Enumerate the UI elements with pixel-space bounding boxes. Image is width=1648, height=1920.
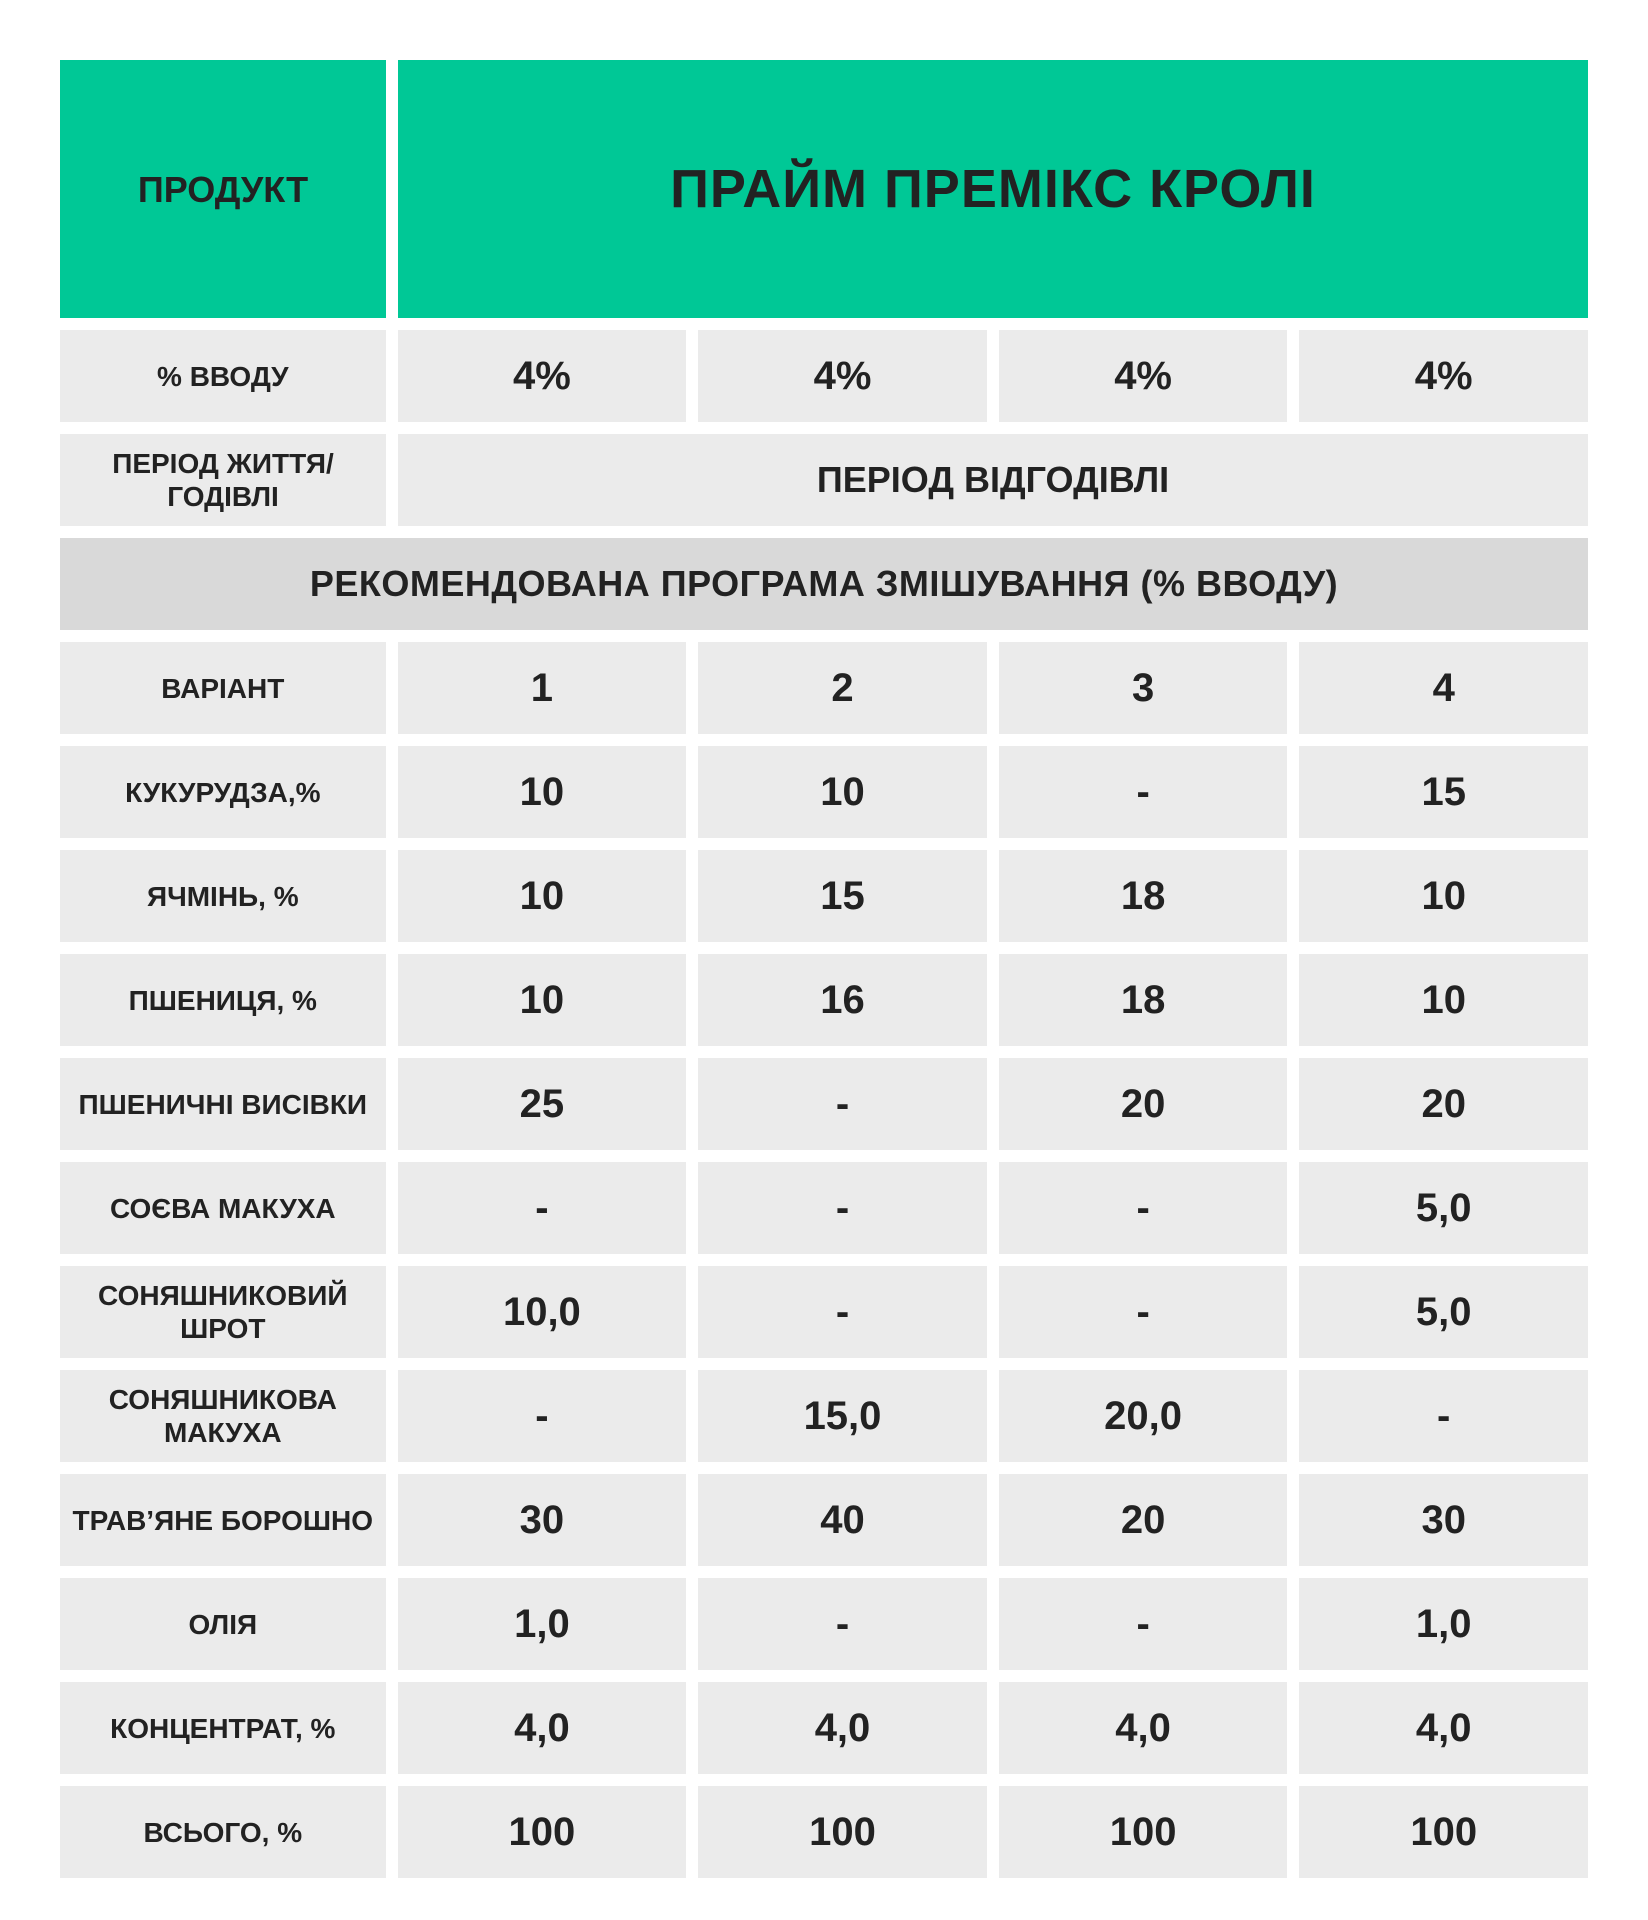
table-row [60,1266,1588,1358]
ingredient-value: 1,0 [1299,1578,1588,1670]
ingredient-value: 20 [1299,1058,1588,1150]
ingredient-value: - [698,1266,987,1358]
ingredient-value: 4,0 [698,1682,987,1774]
ingredient-label: СОЄВА МАКУХА [60,1162,386,1254]
ingredient-label: СОНЯШНИКОВА МАКУХА [60,1370,386,1462]
period-row [60,434,1588,526]
ingredient-label: ПШЕНИЧНІ ВИСІВКИ [60,1058,386,1150]
ingredient-value: 15 [1299,746,1588,838]
ingredient-value: 30 [398,1474,687,1566]
ingredient-label: ТРАВ’ЯНЕ БОРОШНО [60,1474,386,1566]
ingredient-value: 100 [398,1786,687,1878]
dose-value: 4% [398,330,687,422]
section-title: РЕКОМЕНДОВАНА ПРОГРАМА ЗМІШУВАННЯ (% ВВОДУ) [60,538,1588,630]
ingredient-value: 10 [398,850,687,942]
ingredient-value: - [698,1578,987,1670]
ingredient-value: - [398,1162,687,1254]
ingredient-value: 25 [398,1058,687,1150]
variant-number: 1 [398,642,687,734]
dose-row [60,330,1588,422]
ingredient-value: 100 [698,1786,987,1878]
ingredient-value: 10,0 [398,1266,687,1358]
ingredient-value: 20 [999,1474,1288,1566]
table-row [60,1682,1588,1774]
table-row [60,1162,1588,1254]
dose-label: % ВВОДУ [60,330,386,422]
variant-label: ВАРІАНТ [60,642,386,734]
ingredient-value: 10 [1299,954,1588,1046]
dose-value: 4% [698,330,987,422]
variant-number: 4 [1299,642,1588,734]
ingredient-value: - [999,1266,1288,1358]
ingredient-value: - [1299,1370,1588,1462]
table-row [60,1370,1588,1462]
ingredient-value: 40 [698,1474,987,1566]
ingredient-label: ОЛІЯ [60,1578,386,1670]
ingredient-value: 15,0 [698,1370,987,1462]
ingredient-value: 20,0 [999,1370,1288,1462]
table-row [60,850,1588,942]
table-row [60,1058,1588,1150]
ingredient-label: КОНЦЕНТРАТ, % [60,1682,386,1774]
table-row [60,1474,1588,1566]
ingredient-label: ВСЬОГО, % [60,1786,386,1878]
ingredient-value: 4,0 [398,1682,687,1774]
header-row [60,60,1588,318]
variant-number: 3 [999,642,1288,734]
ingredient-value: 15 [698,850,987,942]
ingredient-value: - [999,746,1288,838]
ingredient-value: 18 [999,850,1288,942]
ingredient-value: 4,0 [999,1682,1288,1774]
section-row [60,538,1588,630]
period-value: ПЕРІОД ВІДГОДІВЛІ [398,434,1588,526]
ingredient-label: ЯЧМІНЬ, % [60,850,386,942]
ingredient-value: - [698,1162,987,1254]
ingredient-value: 4,0 [1299,1682,1588,1774]
ingredient-value: 10 [698,746,987,838]
ingredient-rows [60,746,1588,1878]
table-row [60,954,1588,1046]
ingredient-value: - [698,1058,987,1150]
dose-value: 4% [999,330,1288,422]
product-name: ПРАЙМ ПРЕМІКС КРОЛІ [398,60,1588,318]
variant-row [60,642,1588,734]
ingredient-value: - [999,1578,1288,1670]
ingredient-value: 1,0 [398,1578,687,1670]
ingredient-value: 5,0 [1299,1266,1588,1358]
ingredient-value: 100 [999,1786,1288,1878]
ingredient-value: 10 [398,746,687,838]
ingredient-value: 18 [999,954,1288,1046]
premix-table [60,60,1588,1890]
product-label: ПРОДУКТ [60,60,386,318]
period-label: ПЕРІОД ЖИТТЯ/ГОДІВЛІ [60,434,386,526]
ingredient-value: - [398,1370,687,1462]
ingredient-label: ПШЕНИЦЯ, % [60,954,386,1046]
ingredient-value: 20 [999,1058,1288,1150]
ingredient-value: 16 [698,954,987,1046]
table-row [60,746,1588,838]
variant-number: 2 [698,642,987,734]
ingredient-label: СОНЯШНИКОВИЙ ШРОТ [60,1266,386,1358]
ingredient-value: - [999,1162,1288,1254]
ingredient-value: 5,0 [1299,1162,1588,1254]
ingredient-label: КУКУРУДЗА,% [60,746,386,838]
ingredient-value: 100 [1299,1786,1588,1878]
table-row [60,1786,1588,1878]
ingredient-value: 10 [1299,850,1588,942]
dose-value: 4% [1299,330,1588,422]
ingredient-value: 30 [1299,1474,1588,1566]
table-row [60,1578,1588,1670]
ingredient-value: 10 [398,954,687,1046]
